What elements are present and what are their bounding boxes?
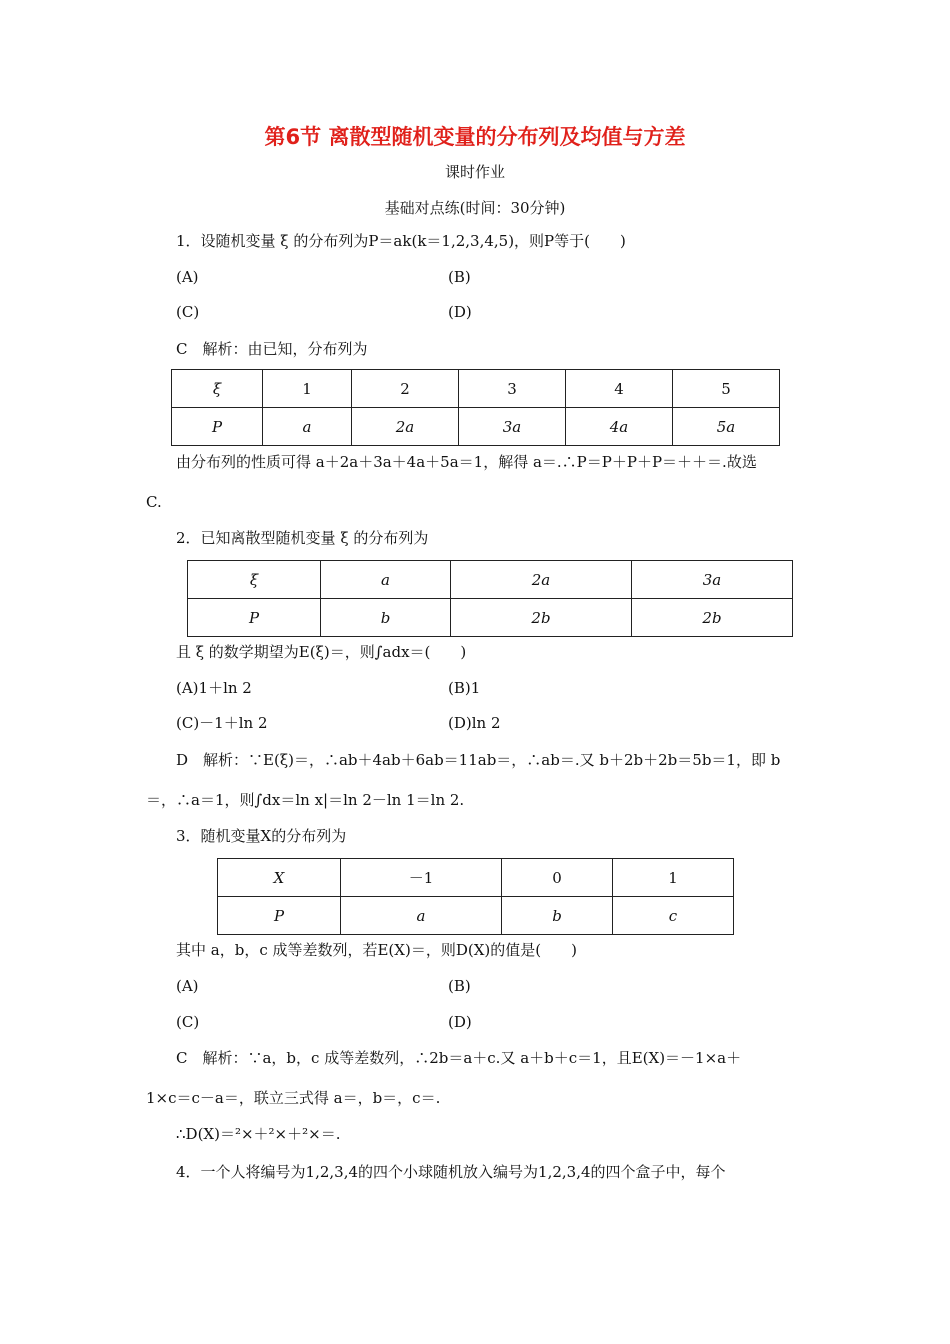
table-cell: a bbox=[263, 408, 352, 446]
table-cell: 1 bbox=[263, 370, 352, 408]
q2-distribution-table bbox=[187, 560, 793, 637]
table-cell: 2b bbox=[451, 599, 632, 637]
q3-stem: 3．随机变量X的分布列为 bbox=[176, 827, 347, 845]
q3-question: 其中 a，b，c 成等差数列，若E(X)＝，则D(X)的值是( ) bbox=[176, 941, 577, 959]
q4-stem: 4．一个人将编号为1,2,3,4的四个小球随机放入编号为1,2,3,4的四个盒子中，每个 bbox=[176, 1163, 726, 1181]
table-cell: 2a bbox=[352, 408, 459, 446]
table-cell: b bbox=[502, 897, 613, 935]
q2-option-a: (A)1＋ln 2 bbox=[176, 679, 252, 697]
table-cell: 4 bbox=[566, 370, 673, 408]
q1-option-b: (B) bbox=[448, 268, 471, 286]
table-cell: 3 bbox=[459, 370, 566, 408]
q3-explanation-line2: 1×c＝c－a＝，联立三式得 a＝，b＝，c＝. bbox=[146, 1089, 441, 1107]
q2-stem: 2．已知离散型随机变量 ξ 的分布列为 bbox=[176, 529, 429, 547]
q3-option-a: (A) bbox=[176, 977, 199, 995]
table-cell: 0 bbox=[502, 859, 613, 897]
table-cell: 2a bbox=[451, 561, 632, 599]
q2-explanation-line2: ＝，∴a＝1，则∫dx＝ln x|＝ln 2－ln 1＝ln 2. bbox=[146, 791, 465, 809]
q2-option-c: (C)－1＋ln 2 bbox=[176, 714, 268, 732]
q1-stem: 1．设随机变量 ξ 的分布列为P＝ak(k＝1,2,3,4,5)，则P等于( ) bbox=[176, 232, 626, 250]
table-cell: ξ bbox=[188, 561, 321, 599]
q3-explanation-line1: C 解析：∵a，b，c 成等差数列，∴2b＝a＋c.又 a＋b＋c＝1，且E(X)＝－1×a＋ bbox=[176, 1049, 742, 1067]
q3-distribution-table bbox=[217, 858, 734, 935]
table-row bbox=[188, 561, 793, 599]
section-heading: 基础对点练(时间：30分钟) bbox=[384, 199, 566, 217]
table-row bbox=[188, 599, 793, 637]
table-cell: 3a bbox=[459, 408, 566, 446]
table-cell: c bbox=[613, 897, 734, 935]
table-row bbox=[172, 370, 780, 408]
q2-option-d: (D)ln 2 bbox=[448, 714, 501, 732]
table-cell: 2b bbox=[632, 599, 793, 637]
q2-explanation-line1: D 解析：∵E(ξ)＝，∴ab＋4ab＋6ab＝11ab＝，∴ab＝.又 b＋2b＋2b＝5b＝1，即 b bbox=[176, 751, 781, 769]
table-cell: 3a bbox=[632, 561, 793, 599]
q1-distribution-table bbox=[171, 369, 780, 446]
q3-explanation-line3: ∴D(X)＝²×＋²×＋²×＝. bbox=[176, 1125, 341, 1143]
table-cell: 5 bbox=[673, 370, 780, 408]
table-row bbox=[218, 859, 734, 897]
q3-option-d: (D) bbox=[448, 1013, 472, 1031]
table-cell: P bbox=[218, 897, 341, 935]
table-cell: 4a bbox=[566, 408, 673, 446]
table-row bbox=[218, 897, 734, 935]
page-title: 第6节 离散型随机变量的分布列及均值与方差 bbox=[264, 125, 686, 149]
table-cell: 1 bbox=[613, 859, 734, 897]
table-cell: P bbox=[188, 599, 321, 637]
table-cell: X bbox=[218, 859, 341, 897]
q2-option-b: (B)1 bbox=[448, 679, 481, 697]
q1-explanation-line1: 由分布列的性质可得 a＋2a＋3a＋4a＋5a＝1，解得 a＝.∴P＝P＋P＋P＝＋＋＝.故选 bbox=[176, 453, 757, 471]
subtitle: 课时作业 bbox=[444, 163, 505, 181]
q1-answer-intro: C 解析：由已知，分布列为 bbox=[176, 340, 368, 358]
table-cell: b bbox=[321, 599, 451, 637]
q1-explanation-line2: C. bbox=[146, 493, 162, 511]
q1-option-c: (C) bbox=[176, 303, 200, 321]
q3-option-c: (C) bbox=[176, 1013, 200, 1031]
q3-option-b: (B) bbox=[448, 977, 471, 995]
table-cell: ξ bbox=[172, 370, 263, 408]
table-cell: P bbox=[172, 408, 263, 446]
q2-question: 且 ξ 的数学期望为E(ξ)＝，则∫adx＝( ) bbox=[176, 643, 467, 661]
table-cell: a bbox=[321, 561, 451, 599]
q1-option-d: (D) bbox=[448, 303, 472, 321]
table-cell: 2 bbox=[352, 370, 459, 408]
table-row bbox=[172, 408, 780, 446]
table-cell: a bbox=[341, 897, 502, 935]
table-cell: －1 bbox=[341, 859, 502, 897]
q1-option-a: (A) bbox=[176, 268, 199, 286]
table-cell: 5a bbox=[673, 408, 780, 446]
